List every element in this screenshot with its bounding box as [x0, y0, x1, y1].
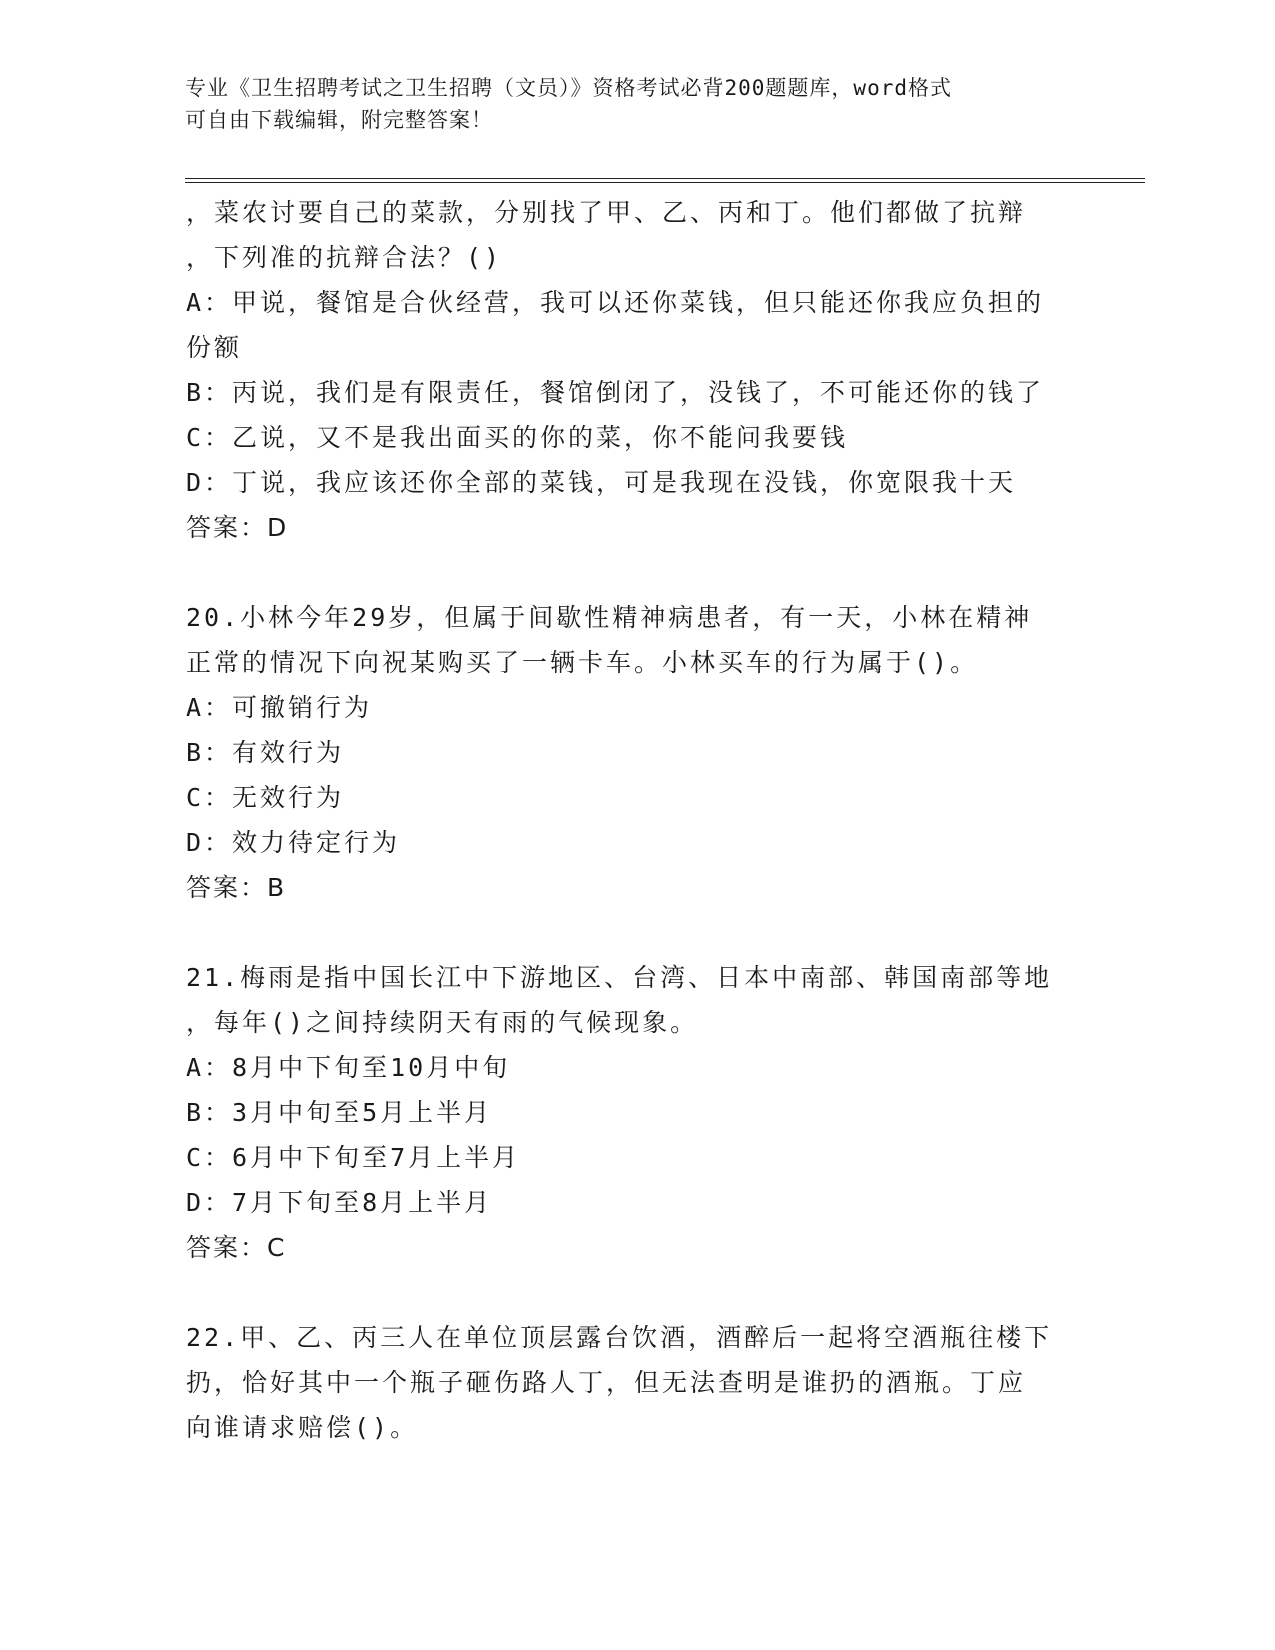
- option-d: D：效力待定行为: [186, 828, 401, 857]
- option-d: D：7月下旬至8月上半月: [186, 1188, 493, 1217]
- header-divider: [185, 178, 1145, 183]
- question-stem-line: ，菜农讨要自己的菜款，分别找了甲、乙、丙和丁。他们都做了抗辩: [186, 198, 1027, 227]
- spacer: [186, 1270, 1086, 1315]
- option-b: B：有效行为: [186, 738, 345, 767]
- spacer: [186, 910, 1086, 955]
- question-list: [186, 190, 1086, 1450]
- header-title-line-2: 可自由下载编辑，附完整答案！: [185, 108, 493, 132]
- answer: 答案：D: [186, 513, 289, 542]
- spacer: [186, 550, 1086, 595]
- option-c: C：无效行为: [186, 783, 345, 812]
- question-20: [186, 595, 1086, 910]
- document-header: [185, 72, 1085, 136]
- question-stem-line: 向谁请求赔偿()。: [186, 1413, 419, 1442]
- option-a-continued: 份额: [186, 333, 243, 362]
- option-c: C：6月中下旬至7月上半月: [186, 1143, 521, 1172]
- option-b: B：丙说，我们是有限责任，餐馆倒闭了，没钱了，不可能还你的钱了: [186, 378, 1045, 407]
- question-22: [186, 1315, 1086, 1450]
- question-stem-line: ，下列准的抗辩合法？(): [186, 243, 503, 272]
- question-stem-line: 22.甲、乙、丙三人在单位顶层露台饮酒，酒醉后一起将空酒瓶往楼下: [186, 1323, 1053, 1352]
- option-a: A：可撤销行为: [186, 693, 373, 722]
- option-b: B：3月中旬至5月上半月: [186, 1098, 493, 1127]
- question-19: [186, 190, 1086, 550]
- answer: 答案：B: [186, 873, 287, 902]
- header-title-line-1: 专业《卫生招聘考试之卫生招聘（文员）》资格考试必背200题题库，word格式: [185, 76, 952, 100]
- question-stem-line: 21.梅雨是指中国长江中下游地区、台湾、日本中南部、韩国南部等地: [186, 963, 1053, 992]
- question-stem-line: 20.小林今年29岁，但属于间歇性精神病患者，有一天，小林在精神: [186, 603, 1033, 632]
- question-stem-line: 正常的情况下向祝某购买了一辆卡车。小林买车的行为属于()。: [186, 648, 979, 677]
- question-stem-line: ，每年()之间持续阴天有雨的气候现象。: [186, 1008, 699, 1037]
- question-21: [186, 955, 1086, 1270]
- question-stem-line: 扔，恰好其中一个瓶子砸伤路人丁，但无法查明是谁扔的酒瓶。丁应: [186, 1368, 1027, 1397]
- option-c: C：乙说，又不是我出面买的你的菜，你不能问我要钱: [186, 423, 849, 452]
- option-d: D：丁说，我应该还你全部的菜钱，可是我现在没钱，你宽限我十天: [186, 468, 1017, 497]
- option-a: A：8月中下旬至10月中旬: [186, 1053, 511, 1082]
- option-a: A：甲说，餐馆是合伙经营，我可以还你菜钱，但只能还你我应负担的: [186, 288, 1045, 317]
- answer: 答案：C: [186, 1233, 287, 1262]
